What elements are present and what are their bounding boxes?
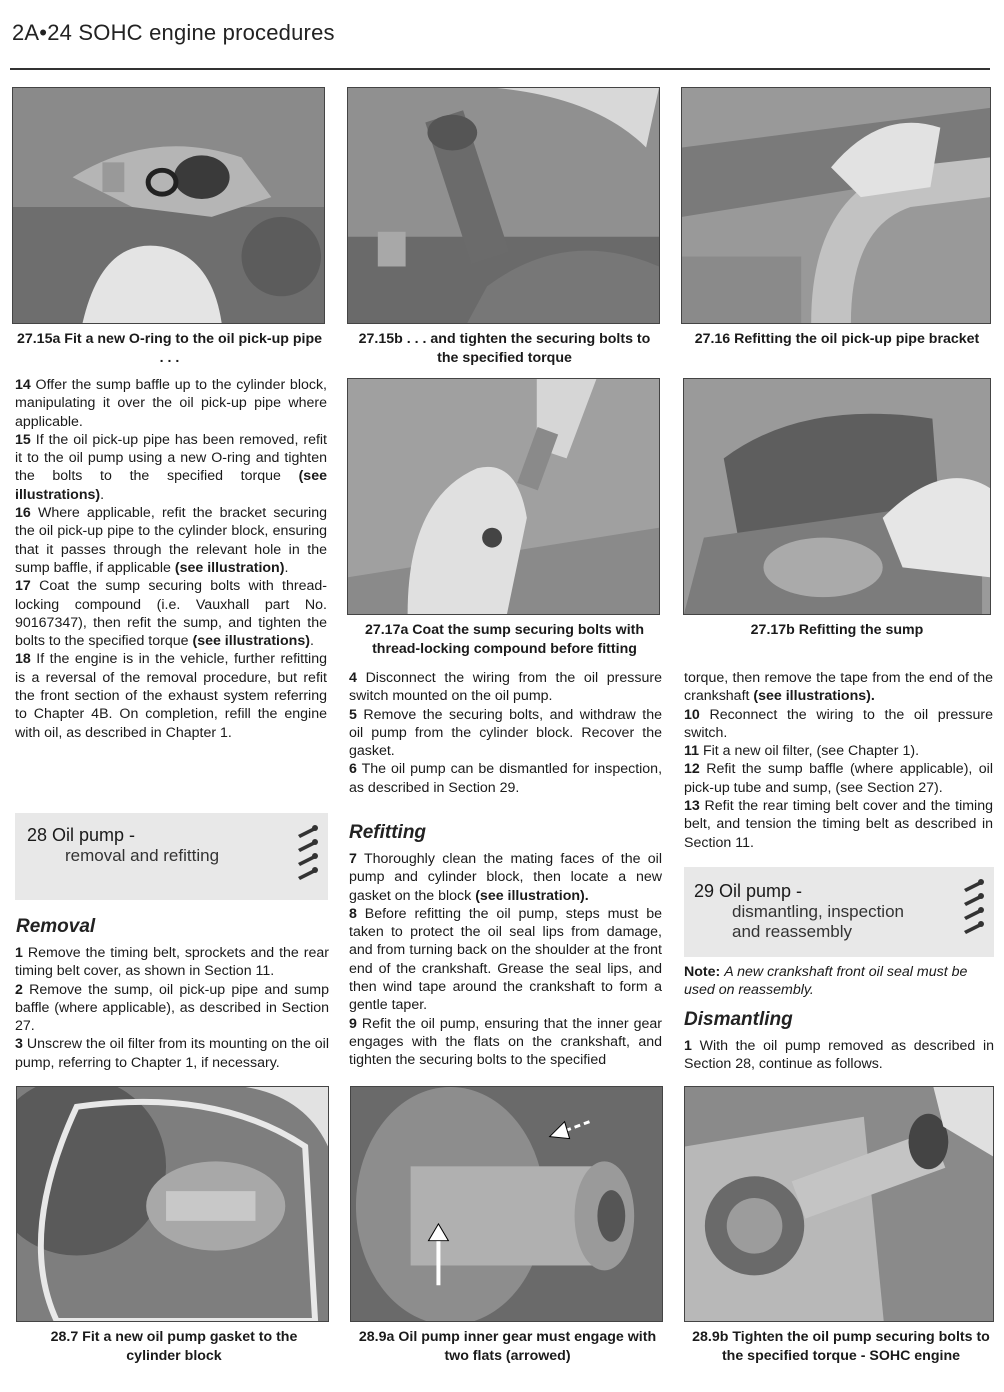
para-9-continued: torque, then remove the tape from the end of the crankshaft (see illustrations). [684,670,993,705]
refit-para-8: 8 Before refitting the oil pump, steps must be taken to protect the oil seal lips from damage, and from turning back on the shoulder at the front end of the crankshaft. Grease the seal lips, and then wind tape around the crankshaft to form a gentle taper. [349,905,662,1014]
photo-27-17a [347,378,660,615]
refit-para-9: 9 Refit the oil pump, ensuring that the inner gear engages with the flats on the crankshaft, and tighten the securing bolts to the specified [349,1015,662,1069]
section-29-subtitle-2: and reassembly [732,922,853,941]
refitting-text [349,850,662,1070]
photo-27-15a [12,87,325,324]
para-10: 10 Reconnect the wiring to the oil pressure switch. [684,706,993,741]
photo-28-7 [16,1086,329,1322]
para-15: 15 If the oil pick-up pipe has been removed, refit it to the oil pump using a new O-ring and tighten the bolts to the specified torque (see illustrations). [15,431,327,503]
difficulty-wrench-icon [294,823,320,889]
para-5: 5 Remove the securing bolts, and withdraw the oil pump from the cylinder block. Recover the gasket. [349,706,662,760]
caption-28-9b: 28.9b Tighten the oil pump securing bolts to the specified torque - SOHC engine [692,1329,990,1364]
dismantling-text [684,1037,994,1074]
dismantling-heading: Dismantling [684,1009,793,1030]
para-6: 6 The oil pump can be dismantled for inspection, as described in Section 29. [349,761,663,796]
note-label: Note: [684,964,721,980]
refitting-heading: Refitting [349,822,427,843]
para-12: 12 Refit the sump baffle (where applicable), oil pick-up tube and sump, (see Section 27). [684,761,993,796]
difficulty-wrench-icon [960,877,986,943]
caption-28-7: 28.7 Fit a new oil pump gasket to the cylinder block [50,1329,298,1364]
para-11: 11 Fit a new oil filter, (see Chapter 1). [684,743,920,760]
caption-27-17b: 27.17b Refitting the sump [750,622,924,638]
photo-27-17b [683,378,991,615]
column-3-text [684,669,993,852]
caption-28-9a: 28.9a Oil pump inner gear must engage with two flats (arrowed) [358,1329,657,1364]
caption-27-16: 27.16 Refitting the oil pick-up pipe bracket [694,331,980,347]
para-14: 14 Offer the sump baffle up to the cylinder block, manipulating it over the oil pick-up pipe where applicable. [15,377,327,430]
note-text [684,963,994,1000]
section-28-title: 28 Oil pump - [27,825,136,845]
column-1-text [15,376,327,742]
page-header: 2A•24 SOHC engine procedures [12,20,335,45]
para-4: 4 Disconnect the wiring from the oil pressure switch mounted on the oil pump. [349,670,662,705]
dismantling-para-1: 1 With the oil pump removed as described in Section 28, continue as follows. [684,1038,994,1073]
photo-27-16 [681,87,991,324]
removal-para-1: 1 Remove the timing belt, sprockets and the rear timing belt cover, as shown in Section 11. [15,945,329,980]
photo-27-15b [347,87,660,324]
para-13: 13 Refit the rear timing belt cover and the timing belt, and tension the timing belt as described in Section 11. [684,798,993,851]
para-18: 18 If the engine is in the vehicle, further refitting is a reversal of the removal procedure, but refit the front section of the exhaust system referring to Chapter 4B. On completion, refill the engine with oil, as described in Chapter 1. [15,651,327,741]
removal-para-2: 2 Remove the sump, oil pick-up pipe and sump baffle (where applicable), as described in Section 27. [15,981,329,1035]
para-17: 17 Coat the sump securing bolts with thread-locking compound (i.e. Vauxhall part No. 90167347), then refit the sump, and tighten the bolts to the specified torque (see illustrations). [15,578,327,650]
section-29-subtitle-1: dismantling, inspection [732,902,904,921]
section-28-subtitle: removal and refitting [65,846,220,865]
section-29-header [684,867,994,957]
refit-para-7: 7 Thoroughly clean the mating faces of the oil pump and cylinder block, then locate a new gasket on the block (see illustration). [349,851,662,904]
section-29-title: 29 Oil pump - [694,881,803,901]
section-28-header [15,813,328,900]
caption-27-15a: 27.15a Fit a new O-ring to the oil pick-up pipe . . . [16,331,323,366]
caption-27-15b: 27.15b . . . and tighten the securing bolts to the specified torque [358,331,651,366]
header-rule [10,68,990,70]
photo-28-9b [684,1086,994,1322]
para-16: 16 Where applicable, refit the bracket securing the oil pick-up pipe to the cylinder block, ensuring that it passes through the relevant hole in the sump baffle, if applicable (see illustration). [15,505,327,576]
caption-27-17a: 27.17a Coat the sump securing bolts with thread-locking compound before fitting [364,622,645,657]
note-body: A new crankshaft front oil seal must be used on reassembly. [684,964,968,999]
removal-text [15,944,329,1072]
column-2-text [349,669,662,797]
removal-para-3: 3 Unscrew the oil filter from its mounting on the oil pump, referring to Chapter 1, if necessary. [15,1036,329,1071]
photo-28-9a [350,1086,663,1322]
removal-heading: Removal [16,916,96,937]
